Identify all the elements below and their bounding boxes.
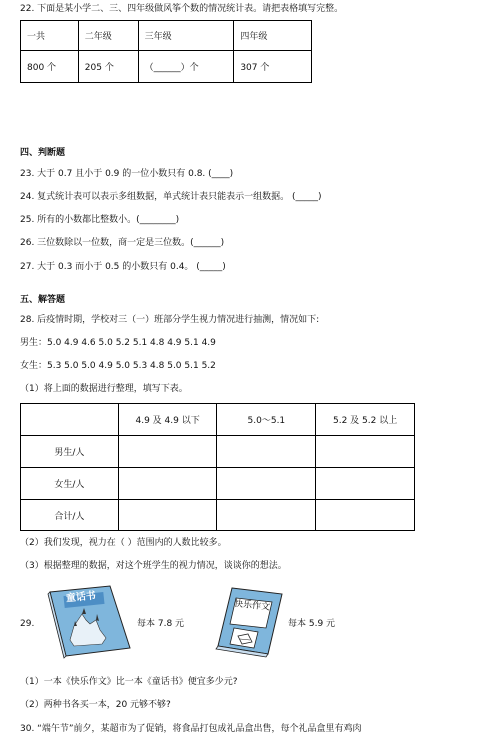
q28-header-empty bbox=[21, 404, 119, 436]
q29-sub2: （2）两种书各买一本，20 元够不够? bbox=[20, 700, 171, 710]
q22-header-total: 一共 bbox=[21, 21, 79, 51]
q28-header-mid: 5.0～5.1 bbox=[217, 404, 316, 436]
q28-cell-boys-mid[interactable] bbox=[217, 436, 316, 468]
q28-row-boys: 男生/人 bbox=[21, 436, 119, 468]
q30-text: 30. “端午节”前夕，某超市为了促销，将食品打包成礼品盒出售，每个礼品盒里有鸡肉 bbox=[20, 724, 362, 734]
q22-header-grade2: 二年级 bbox=[78, 21, 138, 51]
q28-cell-girls-mid[interactable] bbox=[217, 468, 316, 500]
fairy-tale-book-price: 每本 7.8 元 bbox=[137, 619, 185, 629]
section5-title: 五、解答题 bbox=[20, 295, 66, 305]
composition-book-image bbox=[212, 584, 288, 660]
q28-girls-data: 女生：5.3 5.0 5.0 4.9 5.0 5.3 4.8 5.0 5.1 5.2 bbox=[20, 361, 216, 371]
q22-header-grade4: 四年级 bbox=[234, 21, 312, 51]
q28-text: 28. 后疫情时期，学校对三（一）班部分学生视力情况进行抽测，情况如下: bbox=[20, 315, 320, 325]
q28-header-high: 5.2 及 5.2 以上 bbox=[316, 404, 415, 436]
composition-book-price: 每本 5.9 元 bbox=[288, 619, 336, 629]
q28-sub2: （2）我们发现，视力在（ ）范围内的人数比较多。 bbox=[20, 538, 227, 548]
q28-boys-data: 男生：5.0 4.9 4.6 5.0 5.2 5.1 4.8 4.9 5.1 4.9 bbox=[20, 338, 216, 348]
fairy-tale-book-title: 童话书 bbox=[65, 590, 97, 605]
q28-cell-total-low[interactable] bbox=[118, 500, 217, 531]
q28-cell-boys-high[interactable] bbox=[316, 436, 415, 468]
q28-cell-total-mid[interactable] bbox=[217, 500, 316, 531]
q22-value-grade3[interactable]: （______）个 bbox=[138, 51, 234, 83]
q22-table bbox=[20, 20, 312, 83]
q26: 26. 三位数除以一位数，商一定是三位数。(______) bbox=[20, 238, 225, 248]
q23: 23. 大于 0.7 且小于 0.9 的一位小数只有 0.8. (____) bbox=[20, 169, 234, 179]
composition-book-title: 快乐作文 bbox=[233, 599, 271, 613]
q22-value-grade2: 205 个 bbox=[78, 51, 138, 83]
q28-cell-boys-low[interactable] bbox=[118, 436, 217, 468]
q28-cell-total-high[interactable] bbox=[316, 500, 415, 531]
q22-value-total: 800 个 bbox=[21, 51, 79, 83]
q24: 24. 复式统计表可以表示多组数据，单式统计表只能表示一组数据。 (_____) bbox=[20, 192, 322, 202]
q22-text: 22. 下面是某小学二、三、四年级做风筝个数的情况统计表。请把表格填写完整。 bbox=[20, 4, 344, 14]
q29-number: 29. bbox=[20, 619, 35, 629]
q28-cell-girls-low[interactable] bbox=[118, 468, 217, 500]
q28-row-total: 合计/人 bbox=[21, 500, 119, 531]
q28-sub1: （1）将上面的数据进行整理，填写下表。 bbox=[20, 384, 188, 394]
q28-header-low: 4.9 及 4.9 以下 bbox=[118, 404, 217, 436]
section4-title: 四、判断题 bbox=[20, 148, 66, 158]
q28-sub3: （3）根据整理的数据，对这个班学生的视力情况，谈谈你的想法。 bbox=[20, 561, 287, 571]
q28-row-girls: 女生/人 bbox=[21, 468, 119, 500]
q28-cell-girls-high[interactable] bbox=[316, 468, 415, 500]
q22-header-grade3: 三年级 bbox=[138, 21, 234, 51]
q25: 25. 所有的小数都比整数小。(________) bbox=[20, 215, 180, 225]
q28-table bbox=[20, 403, 415, 531]
q27: 27. 大于 0.3 而小于 0.5 的小数只有 0.4。 (_____) bbox=[20, 262, 226, 272]
q29-sub1: （1）一本《快乐作文》比一本《童话书》便宜多少元? bbox=[20, 677, 238, 687]
q22-value-grade4: 307 个 bbox=[234, 51, 312, 83]
